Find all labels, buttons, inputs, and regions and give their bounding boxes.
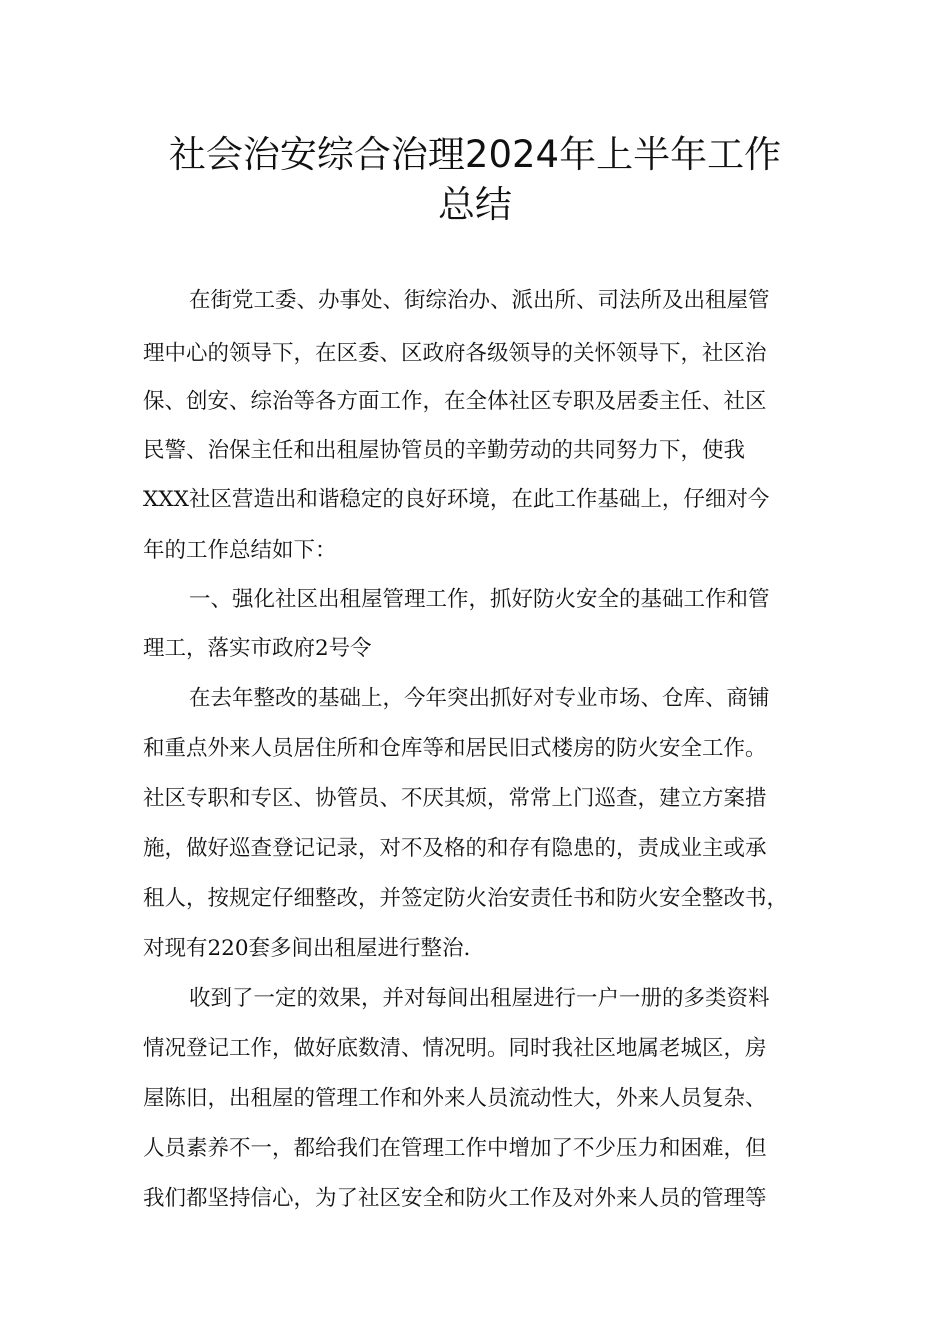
paragraph-line: 施，做好巡查登记记录，对不及格的和存有隐患的，责成业主或承 bbox=[143, 836, 767, 861]
paragraph-line: 民警、治保主任和出租屋协管员的辛勤劳动的共同努力下，使我 bbox=[143, 438, 746, 463]
paragraph-line: 人员素养不一，都给我们在管理工作中增加了不少压力和困难，但 bbox=[143, 1136, 767, 1161]
paragraph-line: 屋陈旧，出租屋的管理工作和外来人员流动性大，外来人员复杂、 bbox=[143, 1086, 767, 1111]
paragraph-line: 收到了一定的效果，并对每间出租屋进行一户一册的多类资料 bbox=[189, 986, 770, 1011]
paragraph-line: 情况登记工作，做好底数清、情况明。同时我社区地属老城区，房 bbox=[143, 1036, 767, 1061]
paragraph-line: 租人，按规定仔细整改，并签定防火治安责任书和防火安全整改书， bbox=[143, 886, 789, 911]
paragraph-line: 在去年整改的基础上，今年突出抓好对专业市场、仓库、商铺 bbox=[189, 686, 770, 711]
section-heading-line: 一、强化社区出租屋管理工作，抓好防火安全的基础工作和管 bbox=[189, 587, 770, 612]
paragraph-line: 对现有220套多间出租屋进行整治. bbox=[143, 936, 471, 961]
paragraph-line: 在街党工委、办事处、街综治办、派出所、司法所及出租屋管 bbox=[189, 288, 770, 313]
paragraph-line: 保、创安、综治等各方面工作，在全体社区专职及居委主任、社区 bbox=[143, 389, 767, 414]
paragraph-line: 社区专职和专区、协管员、不厌其烦，常常上门巡查，建立方案措 bbox=[143, 786, 767, 811]
paragraph-line: 我们都坚持信心，为了社区安全和防火工作及对外来人员的管理等 bbox=[143, 1186, 767, 1211]
paragraph-line: XXX社区营造出和谐稳定的良好环境，在此工作基础上，仔细对今 bbox=[143, 487, 770, 512]
document-title-line-2: 总结 bbox=[438, 183, 512, 226]
paragraph-line: 和重点外来人员居住所和仓库等和居民旧式楼房的防火安全工作。 bbox=[143, 736, 767, 761]
section-heading-line: 理工，落实市政府2号令 bbox=[143, 636, 372, 661]
document-title-line-1: 社会治安综合治理2024年上半年工作 bbox=[168, 133, 782, 176]
paragraph-line: 年的工作总结如下： bbox=[143, 538, 337, 563]
paragraph-line: 理中心的领导下，在区委、区政府各级领导的关怀领导下，社区治 bbox=[143, 341, 767, 366]
